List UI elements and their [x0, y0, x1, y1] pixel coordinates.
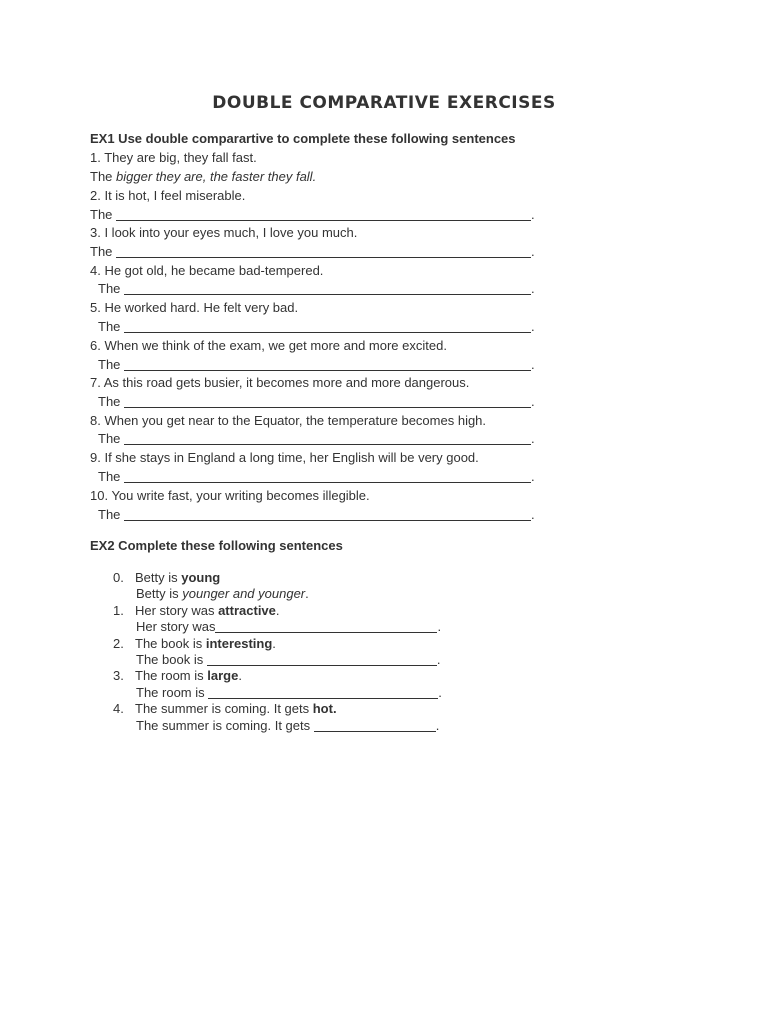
item-number: 0. [113, 570, 124, 585]
answer-prefix: Betty is [136, 586, 183, 601]
ex2-prompt-0 [113, 570, 220, 585]
answer-blank[interactable] [215, 620, 437, 633]
ex1-prompt-3: 3. I look into your eyes much, I love you much. [90, 225, 358, 240]
answer-example: younger and younger [182, 586, 306, 601]
ex1-prompt-10: 10. You write fast, your writing becomes illegible. [90, 488, 370, 503]
answer-end: . [531, 281, 535, 296]
ex1-prompt-7: 7. As this road gets busier, it becomes more and more dangerous. [90, 375, 470, 390]
prompt-text: Her story was [135, 603, 219, 618]
answer-prefix: The [98, 431, 125, 446]
answer-end: . [435, 718, 440, 733]
answer-prefix: Her story was [136, 619, 216, 634]
answer-end: . [437, 619, 442, 634]
ex1-prompt-4: 4. He got old, he became bad-tempered. [90, 263, 324, 278]
ex1-prompt-1: 1. They are big, they fall fast. [90, 150, 257, 165]
ex1-prompt-8: 8. When you get near to the Equator, the temperature becomes high. [90, 413, 487, 428]
ex2-prompt-2 [113, 636, 276, 651]
ex2-answer-4[interactable] [136, 718, 439, 733]
answer-end: . [305, 586, 309, 601]
answer-prefix: The [98, 394, 125, 409]
prompt-end: . [238, 668, 242, 683]
answer-blank[interactable] [208, 686, 438, 699]
answer-prefix: The [98, 507, 125, 522]
answer-prefix: The room is [136, 685, 209, 700]
answer-blank[interactable] [124, 395, 531, 408]
prompt-end: . [272, 636, 276, 651]
ex2-heading: EX2 Complete these following sentences [90, 538, 343, 553]
ex1-answer-1 [90, 169, 316, 184]
ex1-heading: EX1 Use double comparartive to complete these following sentences [90, 131, 516, 146]
prompt-text: The summer is coming. It gets [135, 701, 313, 716]
ex2-answer-2[interactable] [136, 652, 440, 667]
answer-end: . [531, 244, 535, 259]
answer-prefix: The summer is coming. It gets [136, 718, 314, 733]
answer-end: . [531, 357, 535, 372]
answer-prefix: The [90, 207, 117, 222]
answer-end: . [531, 207, 535, 222]
ex1-prompt-2: 2. It is hot, I feel miserable. [90, 188, 246, 203]
item-number: 4. [113, 701, 124, 716]
prompt-keyword: attractive [218, 603, 276, 618]
prompt-keyword: young [181, 570, 221, 585]
answer-prefix: The [90, 169, 117, 184]
page-title: DOUBLE COMPARATIVE EXERCISES [212, 93, 556, 113]
prompt-text: The room is [135, 668, 208, 683]
answer-end: . [436, 652, 441, 667]
answer-end: . [531, 431, 535, 446]
answer-prefix: The [98, 319, 125, 334]
answer-blank[interactable] [116, 245, 531, 258]
ex1-prompt-9: 9. If she stays in England a long time, her English will be very good. [90, 450, 479, 465]
ex1-answer-4[interactable] [98, 281, 535, 296]
answer-end: . [438, 685, 442, 700]
ex2-answer-1[interactable] [136, 619, 441, 634]
answer-blank[interactable] [314, 719, 436, 732]
answer-blank[interactable] [207, 653, 437, 666]
answer-blank[interactable] [124, 432, 531, 445]
prompt-text: Betty is [135, 570, 182, 585]
answer-end: . [531, 394, 535, 409]
prompt-text: The book is [135, 636, 206, 651]
ex1-answer-9[interactable] [98, 469, 535, 484]
ex1-answer-6[interactable] [98, 357, 535, 372]
ex2-prompt-4 [113, 701, 337, 716]
ex1-prompt-6: 6. When we think of the exam, we get more and more excited. [90, 338, 447, 353]
answer-end: . [531, 469, 535, 484]
ex1-answer-10[interactable] [98, 507, 535, 522]
prompt-end: . [275, 603, 280, 618]
answer-example: bigger they are, the faster they fall. [116, 169, 317, 184]
answer-blank[interactable] [124, 470, 531, 483]
answer-end: . [531, 507, 535, 522]
answer-prefix: The [98, 469, 125, 484]
ex2-answer-3[interactable] [136, 685, 442, 700]
ex1-answer-8[interactable] [98, 431, 535, 446]
answer-blank[interactable] [116, 208, 531, 221]
answer-blank[interactable] [124, 282, 531, 295]
ex1-answer-2[interactable] [90, 207, 535, 222]
answer-prefix: The [98, 281, 125, 296]
answer-prefix: The [98, 357, 125, 372]
ex1-answer-3[interactable] [90, 244, 535, 259]
item-number: 3. [113, 668, 124, 683]
answer-prefix: The [90, 244, 117, 259]
prompt-keyword: large [207, 668, 239, 683]
ex2-prompt-3 [113, 668, 242, 683]
ex2-answer-0 [136, 586, 309, 601]
prompt-keyword: hot. [312, 701, 337, 716]
answer-end: . [531, 319, 535, 334]
ex1-answer-5[interactable] [98, 319, 535, 334]
item-number: 2. [113, 636, 124, 651]
ex1-prompt-5: 5. He worked hard. He felt very bad. [90, 300, 299, 315]
ex1-answer-7[interactable] [98, 394, 535, 409]
answer-blank[interactable] [124, 358, 531, 371]
ex2-prompt-1 [113, 603, 280, 618]
answer-blank[interactable] [124, 508, 531, 521]
prompt-keyword: interesting [205, 636, 273, 651]
answer-blank[interactable] [124, 320, 531, 333]
item-number: 1. [113, 603, 124, 618]
answer-prefix: The book is [136, 652, 207, 667]
